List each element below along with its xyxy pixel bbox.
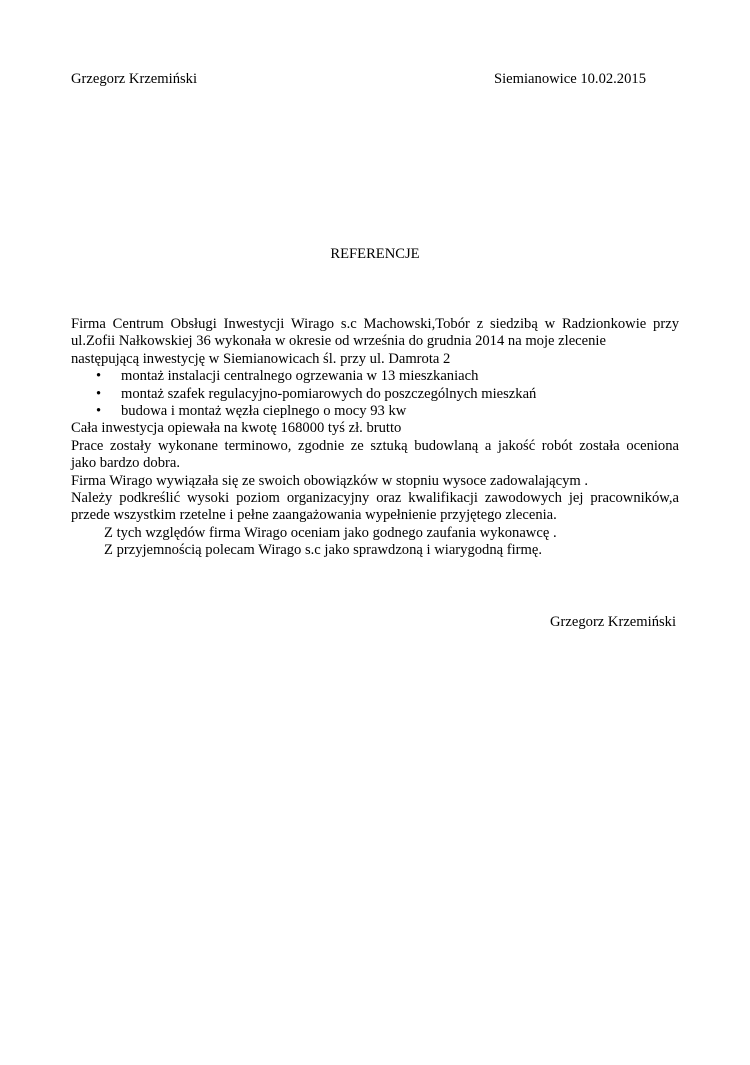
- bullet-icon: •: [96, 368, 102, 385]
- list-item-text: montaż szafek regulacyjno-pomiarowych do poszczególnych mieszkań: [121, 385, 537, 402]
- body-line: Firma Wirago wywiązała się ze swoich obowiązków w stopniu wysoce zadowalającym .: [71, 472, 589, 489]
- body-line: Należy podkreślić wysoki poziom organizacyjny oraz kwalifikacji zawodowych jej pracowników,a: [71, 489, 679, 506]
- body-line-indented: Z tych względów firma Wirago oceniam jako godnego zaufania wykonawcę .: [104, 524, 557, 541]
- body-line: Prace zostały wykonane terminowo, zgodnie ze sztuką budowlaną a jakość robót została oceniona: [71, 437, 679, 454]
- author-name: Grzegorz Krzemiński: [71, 71, 198, 87]
- body-line: Firma Centrum Obsługi Inwestycji Wirago s.c Machowski,Tobór z siedzibą w Radzionkowie przy: [71, 316, 679, 332]
- signature-name: Grzegorz Krzemiński: [550, 614, 677, 630]
- list-item: [71, 386, 679, 403]
- bullet-icon: •: [96, 402, 102, 419]
- body-line-indented: Z przyjemnością polecam Wirago s.c jako sprawdzoną i wiarygodną firmę.: [104, 542, 543, 559]
- list-item-text: montaż instalacji centralnego ogrzewania w 13 mieszkaniach: [121, 368, 479, 385]
- body-line: przede wszystkim rzetelne i pełne zaangażowania wypełnienie przyjętego zlecenia.: [71, 507, 557, 524]
- bullet-icon: •: [96, 385, 102, 402]
- list-item-text: budowa i montaż węzła cieplnego o mocy 93 kw: [121, 402, 407, 419]
- letter-body: [71, 316, 679, 559]
- list-item: [71, 368, 679, 385]
- body-line: Cała inwestycja opiewała na kwotę 168000 tyś zł. brutto: [71, 420, 402, 437]
- place-and-date: Siemianowice 10.02.2015: [494, 71, 646, 87]
- body-line: jako bardzo dobra.: [71, 455, 181, 472]
- body-line: następującą inwestycję w Siemianowicach śl. przy ul. Damrota 2: [71, 350, 451, 367]
- document-title: REFERENCJE: [330, 246, 420, 262]
- body-line: ul.Zofii Nałkowskiej 36 wykonała w okresie od września do grudnia 2014 na moje zlecenie: [71, 333, 606, 350]
- list-item: [71, 403, 679, 420]
